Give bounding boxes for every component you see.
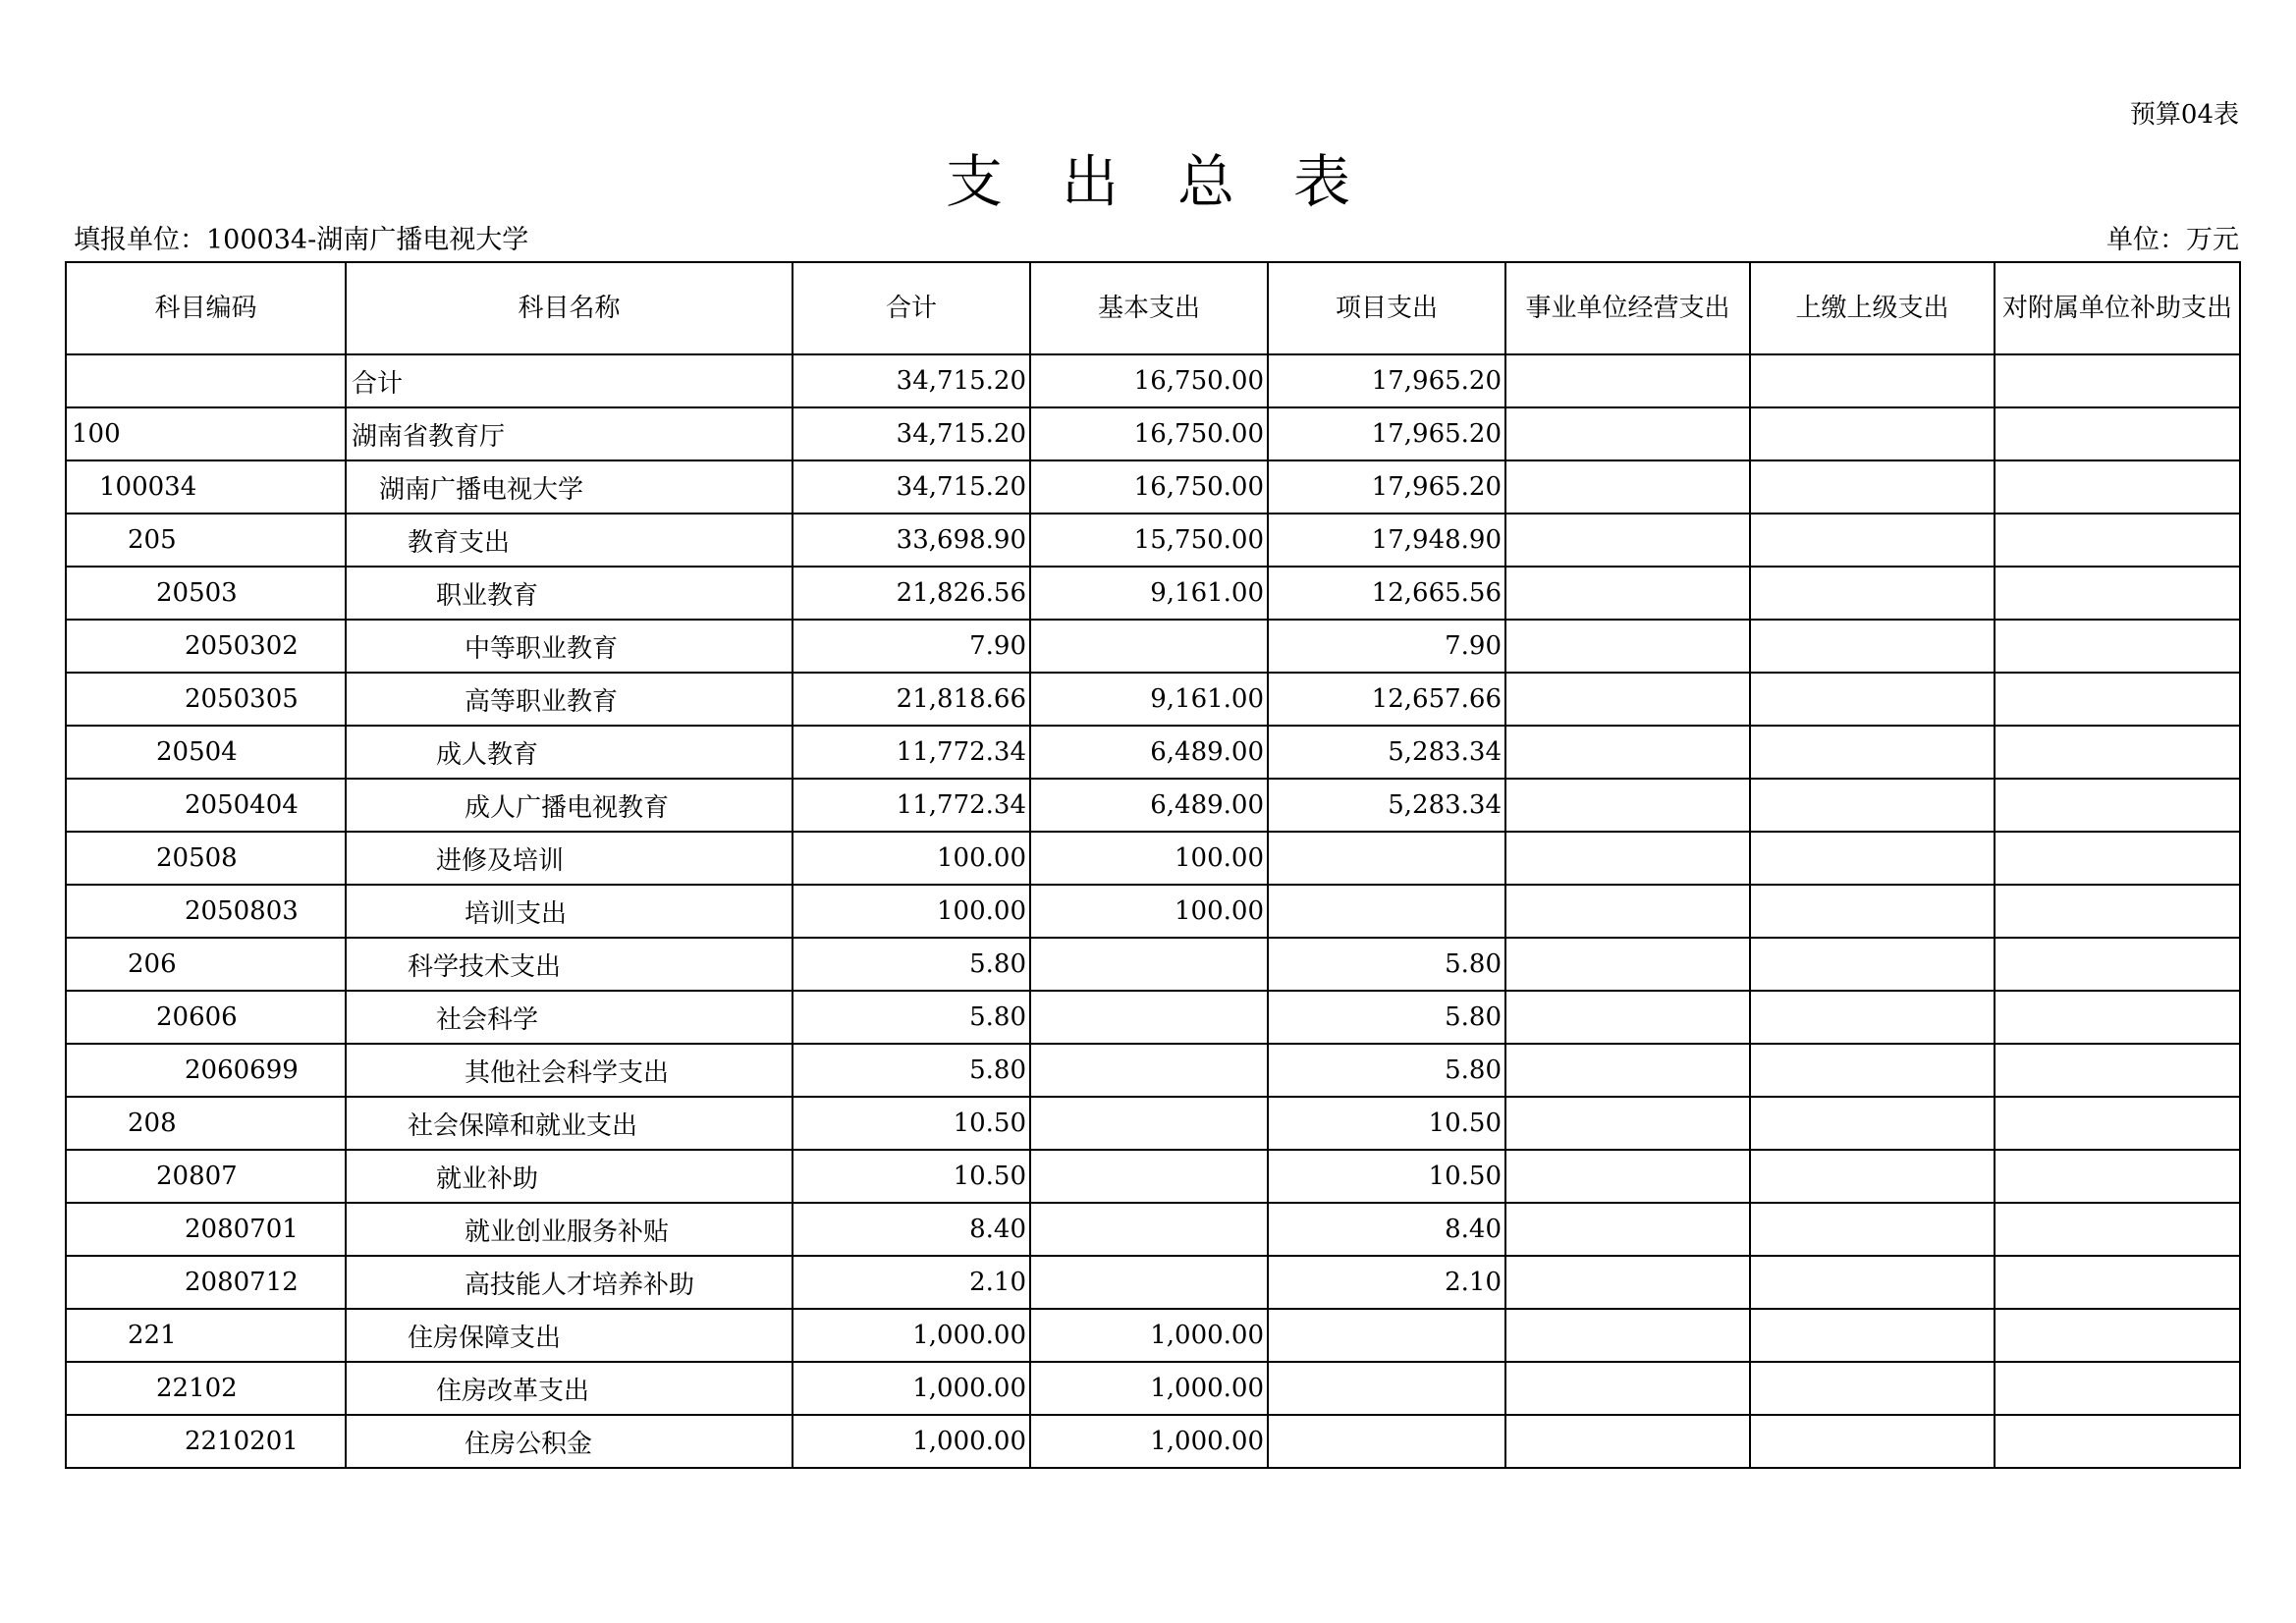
cell-business [1505, 779, 1750, 832]
cell-code: 2080701 [66, 1203, 346, 1256]
cell-total: 5.80 [793, 1044, 1030, 1097]
column-header-upper: 上缴上级支出 [1750, 262, 1995, 354]
filing-unit: 填报单位：100034-湖南广播电视大学 [74, 225, 529, 255]
cell-subsidy [1995, 1203, 2240, 1256]
cell-subsidy [1995, 938, 2240, 991]
cell-project [1268, 1362, 1505, 1415]
cell-basic: 15,750.00 [1030, 514, 1268, 567]
cell-basic: 16,750.00 [1030, 460, 1268, 514]
cell-total: 5.80 [793, 991, 1030, 1044]
cell-basic [1030, 1150, 1268, 1203]
cell-upper [1750, 460, 1995, 514]
column-header-code: 科目编码 [66, 262, 346, 354]
cell-basic [1030, 1203, 1268, 1256]
cell-subsidy [1995, 1097, 2240, 1150]
cell-name: 湖南省教育厅 [346, 407, 793, 460]
cell-upper [1750, 938, 1995, 991]
cell-code: 2050803 [66, 885, 346, 938]
cell-business [1505, 1097, 1750, 1150]
cell-upper [1750, 1097, 1995, 1150]
cell-subsidy [1995, 673, 2240, 726]
table-row [66, 460, 2240, 514]
cell-business [1505, 1150, 1750, 1203]
cell-project: 5.80 [1268, 991, 1505, 1044]
cell-project: 5.80 [1268, 938, 1505, 991]
table-row [66, 1256, 2240, 1309]
table-row [66, 832, 2240, 885]
cell-name: 科学技术支出 [346, 938, 793, 991]
cell-basic [1030, 1097, 1268, 1150]
column-header-total: 合计 [793, 262, 1030, 354]
cell-business [1505, 620, 1750, 673]
cell-project: 17,965.20 [1268, 460, 1505, 514]
cell-code: 221 [66, 1309, 346, 1362]
cell-name: 培训支出 [346, 885, 793, 938]
cell-total: 21,818.66 [793, 673, 1030, 726]
column-header-basic: 基本支出 [1030, 262, 1268, 354]
cell-business [1505, 938, 1750, 991]
cell-project [1268, 885, 1505, 938]
cell-basic [1030, 1256, 1268, 1309]
cell-project: 17,948.90 [1268, 514, 1505, 567]
cell-basic: 16,750.00 [1030, 407, 1268, 460]
cell-upper [1750, 673, 1995, 726]
cell-name: 中等职业教育 [346, 620, 793, 673]
cell-name: 成人教育 [346, 726, 793, 779]
cell-basic: 100.00 [1030, 885, 1268, 938]
table-row [66, 1044, 2240, 1097]
table-row [66, 567, 2240, 620]
cell-total: 1,000.00 [793, 1309, 1030, 1362]
cell-name: 社会科学 [346, 991, 793, 1044]
cell-upper [1750, 514, 1995, 567]
cell-business [1505, 1203, 1750, 1256]
cell-project [1268, 1309, 1505, 1362]
cell-upper [1750, 1362, 1995, 1415]
cell-business [1505, 1044, 1750, 1097]
cell-basic: 1,000.00 [1030, 1415, 1268, 1468]
cell-business [1505, 673, 1750, 726]
cell-subsidy [1995, 567, 2240, 620]
page-title [0, 135, 2296, 218]
table-header-row [66, 262, 2240, 354]
cell-name: 进修及培训 [346, 832, 793, 885]
cell-subsidy [1995, 460, 2240, 514]
cell-name: 成人广播电视教育 [346, 779, 793, 832]
table-row [66, 726, 2240, 779]
cell-total: 7.90 [793, 620, 1030, 673]
cell-total: 21,826.56 [793, 567, 1030, 620]
cell-project: 5,283.34 [1268, 779, 1505, 832]
cell-total: 11,772.34 [793, 779, 1030, 832]
cell-subsidy [1995, 1150, 2240, 1203]
cell-business [1505, 991, 1750, 1044]
expenditure-table [65, 261, 2241, 1469]
cell-total: 1,000.00 [793, 1415, 1030, 1468]
cell-business [1505, 514, 1750, 567]
cell-upper [1750, 1203, 1995, 1256]
column-header-name: 科目名称 [346, 262, 793, 354]
cell-upper [1750, 991, 1995, 1044]
table-row [66, 673, 2240, 726]
cell-project: 10.50 [1268, 1097, 1505, 1150]
cell-code: 100 [66, 407, 346, 460]
cell-name: 社会保障和就业支出 [346, 1097, 793, 1150]
table-row [66, 885, 2240, 938]
table-row [66, 1309, 2240, 1362]
cell-business [1505, 1362, 1750, 1415]
cell-basic [1030, 991, 1268, 1044]
cell-subsidy [1995, 1309, 2240, 1362]
cell-name: 高技能人才培养补助 [346, 1256, 793, 1309]
cell-basic: 16,750.00 [1030, 354, 1268, 407]
cell-total: 1,000.00 [793, 1362, 1030, 1415]
cell-total: 10.50 [793, 1150, 1030, 1203]
table-row [66, 354, 2240, 407]
cell-name: 其他社会科学支出 [346, 1044, 793, 1097]
cell-project [1268, 832, 1505, 885]
cell-project: 2.10 [1268, 1256, 1505, 1309]
cell-project: 5,283.34 [1268, 726, 1505, 779]
cell-basic [1030, 938, 1268, 991]
cell-code: 208 [66, 1097, 346, 1150]
cell-upper [1750, 407, 1995, 460]
cell-code: 2050305 [66, 673, 346, 726]
cell-project: 12,657.66 [1268, 673, 1505, 726]
cell-name: 湖南广播电视大学 [346, 460, 793, 514]
form-number: 预算04表 [2129, 100, 2239, 130]
cell-total: 2.10 [793, 1256, 1030, 1309]
cell-project: 5.80 [1268, 1044, 1505, 1097]
column-header-business: 事业单位经营支出 [1505, 262, 1750, 354]
table-body [66, 354, 2240, 1468]
cell-code: 2050404 [66, 779, 346, 832]
cell-business [1505, 354, 1750, 407]
table-row [66, 1097, 2240, 1150]
cell-project: 7.90 [1268, 620, 1505, 673]
cell-business [1505, 407, 1750, 460]
cell-total: 10.50 [793, 1097, 1030, 1150]
cell-code: 22102 [66, 1362, 346, 1415]
cell-name: 高等职业教育 [346, 673, 793, 726]
page-title-text: 支出总表 [945, 148, 1409, 215]
column-header-project: 项目支出 [1268, 262, 1505, 354]
cell-total: 5.80 [793, 938, 1030, 991]
cell-code: 20504 [66, 726, 346, 779]
cell-project: 17,965.20 [1268, 407, 1505, 460]
cell-project: 8.40 [1268, 1203, 1505, 1256]
currency-unit: 单位：万元 [2106, 225, 2239, 255]
cell-total: 34,715.20 [793, 407, 1030, 460]
cell-code: 2050302 [66, 620, 346, 673]
cell-subsidy [1995, 832, 2240, 885]
cell-subsidy [1995, 1415, 2240, 1468]
cell-code: 206 [66, 938, 346, 991]
cell-subsidy [1995, 407, 2240, 460]
cell-upper [1750, 1309, 1995, 1362]
cell-project: 17,965.20 [1268, 354, 1505, 407]
cell-code: 20807 [66, 1150, 346, 1203]
cell-code: 20606 [66, 991, 346, 1044]
table-row [66, 1362, 2240, 1415]
cell-upper [1750, 1150, 1995, 1203]
cell-subsidy [1995, 1044, 2240, 1097]
cell-project: 12,665.56 [1268, 567, 1505, 620]
cell-total: 33,698.90 [793, 514, 1030, 567]
cell-basic: 6,489.00 [1030, 726, 1268, 779]
cell-name: 职业教育 [346, 567, 793, 620]
cell-name: 住房改革支出 [346, 1362, 793, 1415]
cell-business [1505, 1256, 1750, 1309]
cell-code: 100034 [66, 460, 346, 514]
cell-total: 100.00 [793, 832, 1030, 885]
cell-name: 合计 [346, 354, 793, 407]
table-row [66, 407, 2240, 460]
cell-upper [1750, 885, 1995, 938]
cell-total: 11,772.34 [793, 726, 1030, 779]
cell-basic: 6,489.00 [1030, 779, 1268, 832]
cell-upper [1750, 567, 1995, 620]
cell-total: 8.40 [793, 1203, 1030, 1256]
cell-upper [1750, 779, 1995, 832]
cell-business [1505, 567, 1750, 620]
cell-name: 就业补助 [346, 1150, 793, 1203]
cell-subsidy [1995, 885, 2240, 938]
cell-business [1505, 885, 1750, 938]
table-row [66, 991, 2240, 1044]
cell-basic: 1,000.00 [1030, 1362, 1268, 1415]
table-row [66, 1203, 2240, 1256]
cell-upper [1750, 620, 1995, 673]
cell-code [66, 354, 346, 407]
cell-upper [1750, 1256, 1995, 1309]
cell-basic: 100.00 [1030, 832, 1268, 885]
column-header-subsidy: 对附属单位补助支出 [1995, 262, 2240, 354]
cell-basic: 9,161.00 [1030, 567, 1268, 620]
cell-code: 20503 [66, 567, 346, 620]
cell-subsidy [1995, 1362, 2240, 1415]
cell-upper [1750, 832, 1995, 885]
cell-subsidy [1995, 514, 2240, 567]
cell-business [1505, 1415, 1750, 1468]
cell-name: 教育支出 [346, 514, 793, 567]
cell-total: 34,715.20 [793, 460, 1030, 514]
cell-subsidy [1995, 1256, 2240, 1309]
cell-name: 就业创业服务补贴 [346, 1203, 793, 1256]
cell-subsidy [1995, 991, 2240, 1044]
table-row [66, 1415, 2240, 1468]
cell-code: 2210201 [66, 1415, 346, 1468]
cell-total: 34,715.20 [793, 354, 1030, 407]
cell-project: 10.50 [1268, 1150, 1505, 1203]
table-row [66, 938, 2240, 991]
cell-total: 100.00 [793, 885, 1030, 938]
cell-code: 205 [66, 514, 346, 567]
cell-subsidy [1995, 620, 2240, 673]
cell-business [1505, 726, 1750, 779]
cell-upper [1750, 354, 1995, 407]
cell-upper [1750, 1415, 1995, 1468]
cell-name: 住房保障支出 [346, 1309, 793, 1362]
cell-code: 20508 [66, 832, 346, 885]
cell-business [1505, 832, 1750, 885]
cell-name: 住房公积金 [346, 1415, 793, 1468]
cell-basic [1030, 620, 1268, 673]
cell-subsidy [1995, 779, 2240, 832]
cell-basic [1030, 1044, 1268, 1097]
table-row [66, 514, 2240, 567]
cell-upper [1750, 726, 1995, 779]
cell-basic: 9,161.00 [1030, 673, 1268, 726]
table-row [66, 1150, 2240, 1203]
cell-basic: 1,000.00 [1030, 1309, 1268, 1362]
table-row [66, 620, 2240, 673]
cell-business [1505, 460, 1750, 514]
cell-upper [1750, 1044, 1995, 1097]
cell-project [1268, 1415, 1505, 1468]
cell-code: 2060699 [66, 1044, 346, 1097]
table-row [66, 779, 2240, 832]
cell-subsidy [1995, 354, 2240, 407]
cell-business [1505, 1309, 1750, 1362]
cell-code: 2080712 [66, 1256, 346, 1309]
cell-subsidy [1995, 726, 2240, 779]
